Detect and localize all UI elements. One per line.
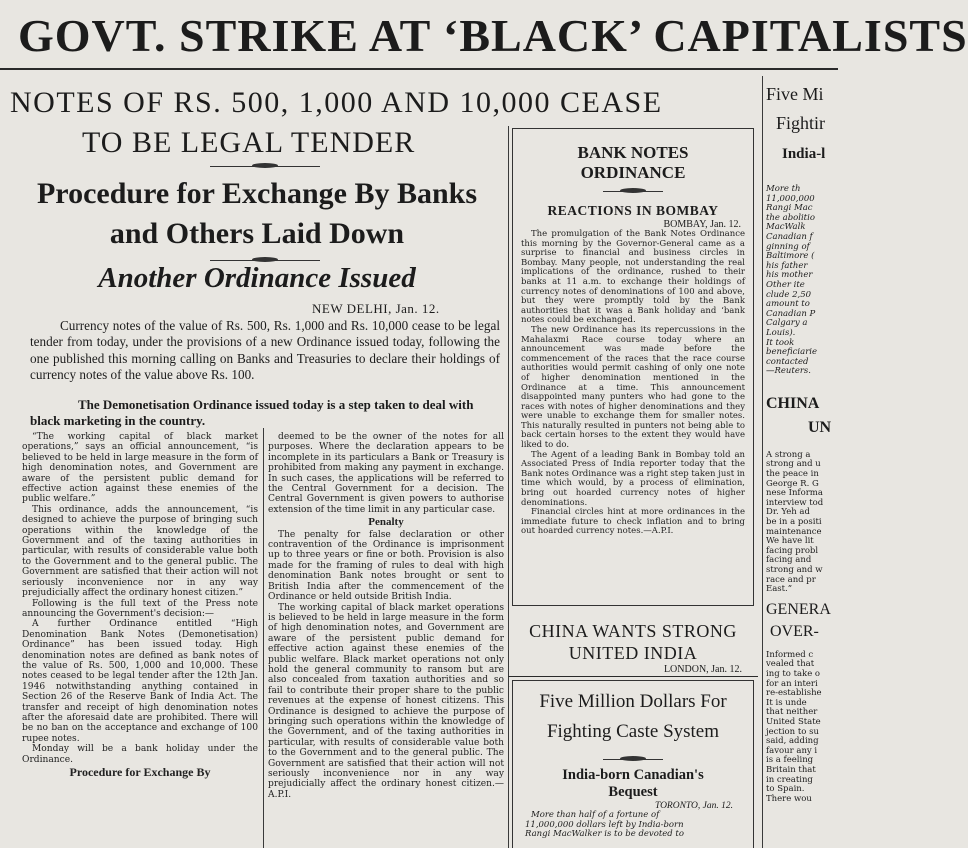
bank-notes-title-1: BANK NOTES — [577, 143, 689, 162]
right-china-title-1: CHINA — [766, 394, 820, 412]
right-line: Louis). — [766, 327, 796, 338]
five-million-box — [512, 680, 754, 848]
five-million-line: 11,000,000 dollars left by India-born — [525, 819, 684, 830]
article-paragraph: The Agent of a leading Bank in Bombay told an Associated Press of India reporter today that the Bank notes Ordinance was a right step taken just in time which would, by a process of elimination, bring out hoarded currency notes of higher denominations. — [521, 449, 746, 508]
article-paragraph: The new Ordinance has its repercussions in the Mahalaxmi Race course today where an announcement was made before the commencement of the races that the race course authorities would permit cashing of only one note of higher denomination mentioned in the Ordinance at a time. This announcement disappointed many punters who had gone to the races with notes of higher denominations and they were unable to exchange them for smaller notes. This naturally resulted in punters not being able to back certain horses to the extent they would have liked to do. — [521, 324, 745, 451]
right-line: that neither — [766, 707, 818, 718]
dateline-bombay: BOMBAY, Jan. 12. — [663, 219, 741, 230]
five-million-title-2: Fighting Caste System — [546, 721, 720, 742]
right-line: —Reuters. — [766, 366, 811, 377]
right-line: 11,000,000 — [766, 193, 815, 204]
right-line: race and pr — [766, 574, 816, 585]
article-paragraph: Monday will be a bank holiday under the Ordinance. — [22, 744, 258, 765]
column-divider — [762, 76, 763, 848]
box-rule — [508, 676, 758, 677]
article-paragraph: This ordinance, adds the announcement, “is designed to achieve the purpose of bringing such operations within the knowledge of the Government and of the taxing authorities in particular, with results of considerable value both to the Government and to the general public. The Government are satisfied that their action will not seriously inconvenience nor in any way prejudicially affect the ordinary honest citizen.” — [22, 504, 258, 599]
lead-paragraph: Currency notes of the value of Rs. 500, Rs. 1,000 and Rs. 10,000 cease to be legal tender from today, under the provisions of a new Ordinance issued today, following the one published this morning calling on Banks and Treasuries to declare their holdings of currency notes of the value above Rs. 100. — [30, 318, 500, 383]
right-line: facing and — [766, 555, 812, 566]
dateline-new-delhi: NEW DELHI, Jan. 12. — [312, 301, 440, 316]
right-line: maintenance — [766, 526, 822, 537]
right-line: is a feeling — [766, 755, 814, 766]
article-column-2 — [268, 432, 504, 848]
right-line: It is unde — [766, 697, 807, 708]
right-line: United State — [766, 716, 821, 727]
subhead-notes-cease: NOTES OF RS. 500, 1,000 AND 10,000 CEASE — [10, 86, 663, 119]
right-title-1: Five Mi — [766, 84, 824, 104]
right-line: in creating — [766, 774, 813, 785]
reactions-heading: REACTIONS IN BOMBAY — [547, 203, 719, 218]
right-line: the abolitio — [766, 212, 815, 223]
right-line: ing to take o — [766, 668, 821, 679]
right-china-snippet — [766, 451, 838, 595]
ordinance-heading: Another Ordinance Issued — [98, 262, 416, 294]
right-line: contacted — [766, 356, 809, 367]
article-paragraph: Following is the full text of the Press note announcing the Government's decision:— — [22, 598, 258, 619]
ornament-divider — [603, 755, 663, 763]
right-line: Canadian P — [766, 308, 816, 319]
five-million-title-1: Five Million Dollars For — [539, 691, 727, 712]
five-million-line: More than half of a fortune of — [531, 810, 660, 820]
right-line: Other ite — [766, 279, 805, 290]
right-line: said, adding — [766, 736, 819, 747]
right-line: vealed that — [766, 659, 815, 670]
right-line: facing probl — [766, 545, 819, 556]
headline-rule — [0, 68, 838, 70]
dateline-toronto: TORONTO, Jan. 12. — [654, 801, 733, 811]
right-line: strong and u — [766, 459, 821, 470]
right-line: Baltimore ( — [766, 251, 815, 262]
right-line: re-establishe — [766, 688, 822, 699]
right-snippet — [766, 185, 838, 377]
right-line: favour any i — [766, 745, 818, 756]
right-line: There wou — [766, 793, 812, 804]
china-title-2: UNITED INDIA — [568, 643, 698, 663]
five-million-subtitle-1: India-born Canadian's — [562, 767, 704, 783]
right-line: East.” — [766, 584, 793, 595]
right-line: his mother — [766, 270, 813, 281]
right-line: beneficiarie — [766, 347, 818, 358]
bank-notes-title-2: ORDINANCE — [580, 163, 686, 182]
main-headline: GOVT. STRIKE AT ‘BLACK’ CAPITALISTS — [18, 10, 968, 61]
article-paragraph: Financial circles hint at more ordinances in the immediate future to check inflation and to bring out hoarded currency notes.—A.P.I. — [521, 507, 745, 537]
five-million-line: Rangi MacWalker is to be devoted to — [525, 829, 684, 840]
right-line: Britain that — [766, 764, 816, 775]
article-column-1 — [22, 432, 258, 848]
right-line: Informed c — [766, 649, 814, 660]
right-title-2: Fightir — [776, 113, 826, 133]
right-line: More th — [766, 184, 801, 194]
dateline-london: LONDON, Jan. 12. — [663, 664, 742, 675]
right-china-title-2: UN — [808, 418, 832, 436]
article-paragraph: The penalty for false declaration or other contravention of the Ordinance is imprisonment up to three years or fine or both. Provision is also made for the framing of rules to deal with high denomination Bank notes brought or sent to British India after the commencement of the Ordinance or held outside British India. — [268, 529, 504, 603]
china-title-1: CHINA WANTS STRONG — [529, 621, 737, 641]
right-line: ginning of — [766, 241, 810, 252]
column-divider — [263, 428, 264, 848]
right-line: interview tod — [766, 497, 824, 508]
article-paragraph: “The working capital of black market operations,” says an official announcement, “is believed to be held in large measure in the form of high denomination notes, and Government are aware of the persistent public demand for effective action against these enemies of the public welfare.” — [22, 432, 258, 505]
right-line: strong and w — [766, 565, 823, 575]
right-general-snippet — [766, 651, 838, 805]
right-line: nese Informa — [766, 488, 823, 499]
ornament-divider — [603, 187, 663, 195]
subhead-legal-tender: TO BE LEGAL TENDER — [82, 126, 416, 159]
right-line: jection to su — [766, 726, 819, 737]
article-paragraph: deemed to be the owner of the notes for all purposes. Where the declaration appears to be incomplete in its particulars a Bank or Treasury is prohibited from making any payment in exchange. In such cases, the applications will be referred to the Central Government for a decision. The Central Government is given powers to authorise extension of the time limit in any particular case. — [268, 432, 504, 515]
ornament-divider — [210, 162, 320, 170]
column-divider — [508, 126, 509, 848]
right-line: George R. G — [766, 478, 819, 489]
right-line: amount to — [766, 299, 810, 310]
right-line: Rangi Mac — [766, 203, 813, 214]
continued-heading: Procedure for Exchange By — [69, 765, 211, 779]
right-line: MacWalk — [766, 222, 806, 233]
article-paragraph: The working capital of black market operations is believed to be held in large measure in the form of high denomination notes, and Government are aware of the persistent public demand for effective action against these enemies of the public welfare. Black market operations not only hold the general community to ransom but are also concealed from taxation authorities and so fail to contribute their proper share to the public revenues at the expense of honest citizens. This Ordinance is designed to achieve the purpose of bringing such operations within the knowledge of the Government, and of the taxing authorities in particular, with results of considerable value both to the Government and to the general public. The Government are satisfied that their action will not seriously inconvenience nor in any way prejudicially affect the ordinary honest citizen.—A.P.I. — [268, 602, 504, 800]
right-subtitle: India-l — [782, 146, 826, 162]
penalty-heading: Penalty — [368, 516, 404, 529]
right-line: Calgary a — [766, 318, 808, 329]
right-general-title-2: OVER- — [770, 622, 819, 640]
right-line: the peace in — [766, 469, 819, 480]
right-column — [766, 80, 838, 848]
right-line: be in a positi — [766, 517, 822, 528]
right-line: clude 2,50 — [766, 289, 812, 300]
right-line: his father — [766, 260, 808, 271]
right-line: We have lit — [766, 536, 814, 547]
article-paragraph: The promulgation of the Bank Notes Ordinance this morning by the Governor-General came as a surprise to financial and business circles in Bombay. Many people, not understanding the real implications of the ordinance, rushed to their banks at 11 a.m. to exchange their holdings of currency notes of denominations of 100 and above, but they were promptly told by the Bank authorities that it was a Bank holiday and ‘bank notes could be exchanged. — [521, 229, 745, 326]
right-line: Canadian f — [766, 231, 813, 242]
procedure-heading: Procedure for Exchange By Banks and Others Laid Down — [36, 177, 478, 250]
article-paragraph: A further Ordinance entitled “High Denomination Bank Notes (Demonetisation) Ordinance” has been issued today. High denomination notes are defined as bank notes of the value of Rs. 500, 1,000 and 10,000. These notes ceased to be legal tender after the 12th Jan. 1946 notwithstanding anything contained in Section 26 of the Reserve Bank of India Act. The transfer and receipt of high denomination notes after the aforesaid date are prohibited. There will be no ban on the acceptance and exchange of 100 rupee notes. — [22, 619, 258, 744]
right-line: It took — [766, 337, 795, 348]
right-line: for an interi — [766, 678, 818, 689]
right-line: to Spain. — [766, 784, 805, 795]
lead-bold-paragraph: The Demonetisation Ordinance issued today is a step taken to deal with black marketing in the country. — [30, 397, 474, 428]
bank-notes-box — [512, 128, 754, 606]
right-general-title-1: GENERA — [766, 600, 831, 618]
china-box — [512, 612, 754, 678]
five-million-subtitle-2: Bequest — [608, 784, 658, 800]
right-line: Dr. Yeh ad — [766, 507, 810, 518]
right-line: A strong a — [766, 449, 811, 460]
bank-notes-body — [513, 230, 753, 600]
